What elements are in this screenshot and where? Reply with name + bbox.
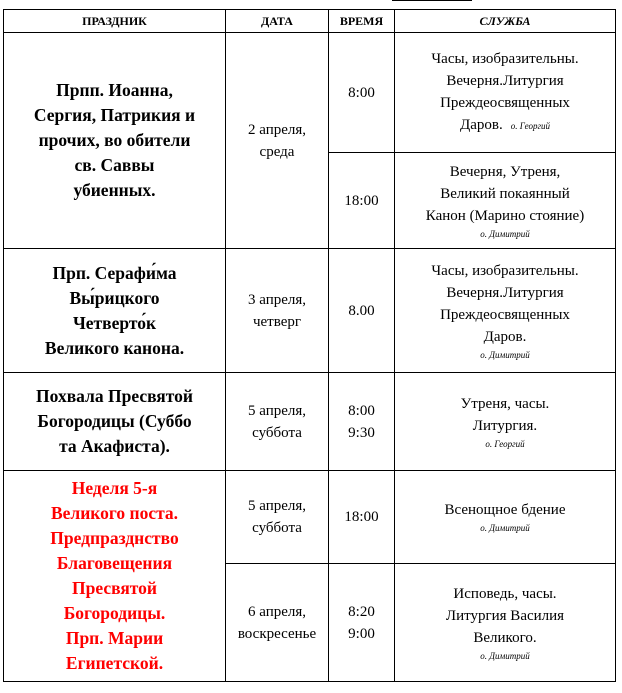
holiday-line: Предпразднство [50, 528, 179, 548]
service-cell [395, 471, 616, 564]
table-row [4, 33, 616, 153]
table-row [4, 471, 616, 564]
time-value: 18:00 [344, 192, 379, 209]
header-time: ВРЕМЯ [329, 10, 395, 33]
service-cell [395, 564, 616, 682]
holiday-line: Неделя 5-я [71, 478, 158, 498]
time-cell [329, 564, 395, 682]
holiday-cell [4, 249, 226, 373]
service-schedule-table [3, 9, 616, 682]
service-line: Часы, изобразительны. [431, 51, 579, 67]
service-line [399, 114, 611, 137]
date-line: воскресенье [237, 625, 317, 642]
service-text: Даров. [460, 117, 503, 133]
service-line: Вечерня.Литургия [446, 73, 564, 89]
holiday-cell [4, 33, 226, 249]
service-line: Исповедь, часы. [453, 585, 557, 602]
holiday-line: Великого поста. [50, 503, 179, 523]
service-line: Преждеосвященных [440, 95, 570, 111]
holiday-line: Сергия, Патрикия и [33, 105, 196, 125]
header-holiday: ПРАЗДНИК [4, 10, 226, 33]
time-cell [329, 471, 395, 564]
service-cell [395, 373, 616, 471]
holiday-line: Египетской. [65, 653, 164, 673]
holiday-cell [4, 373, 226, 471]
holiday-line: Прп. Марии [65, 628, 164, 648]
service-line: Литургия. [472, 417, 538, 434]
time-cell [329, 33, 395, 153]
time-value: 8:00 [348, 402, 375, 419]
priest-name: о. Димитрий [480, 228, 530, 239]
date-line: суббота [252, 520, 302, 536]
time-cell [329, 373, 395, 471]
holiday-cell [4, 471, 226, 682]
date-line: среда [259, 143, 295, 160]
holiday-line: Пресвятой [72, 578, 157, 598]
holiday-line: Великого канона. [44, 337, 185, 358]
time-value: 9:30 [348, 424, 375, 441]
time-cell [329, 153, 395, 249]
table-row [4, 373, 616, 471]
date-cell [226, 471, 329, 564]
service-line: Преждеосвященных [440, 306, 570, 323]
date-cell [226, 373, 329, 471]
header-service: СЛУЖБА [395, 10, 616, 33]
date-line: 2 апреля, [247, 121, 307, 138]
date-line: 5 апреля, [247, 498, 307, 514]
service-line: Великого. [473, 629, 537, 646]
priest-name: о. Георгий [485, 438, 525, 449]
holiday-line: Прпп. Иоанна, [56, 80, 173, 100]
date-cell [226, 564, 329, 682]
holiday-line: убиенных. [73, 180, 156, 200]
priest-name: о. Димитрий [480, 349, 530, 360]
service-cell [395, 153, 616, 249]
time-value: 18:00 [344, 509, 379, 525]
date-line: 3 апреля, [247, 291, 307, 308]
time-cell [329, 249, 395, 373]
header-date: ДАТА [226, 10, 329, 33]
service-line: Даров. [483, 328, 527, 345]
service-line: Часы, изобразительны. [431, 262, 579, 279]
time-value: 8:00 [348, 84, 375, 101]
date-line: суббота [252, 424, 302, 441]
table-row [4, 249, 616, 373]
service-line: Утреня, часы. [460, 395, 550, 412]
time-value: 8.00 [348, 302, 375, 319]
holiday-line: Вы́рицкого [69, 287, 160, 308]
service-line: Вечерня, Утреня, [449, 163, 561, 180]
service-line: Канон (Марино стояние) [425, 207, 585, 224]
date-line: четверг [252, 313, 302, 330]
holiday-line: Похвала Пресвятой [36, 386, 193, 406]
holiday-line: Богородицы. [63, 603, 166, 623]
service-cell [395, 249, 616, 373]
priest-name: о. Димитрий [480, 523, 530, 533]
time-value: 9:00 [348, 625, 375, 642]
service-line: Великий покаянный [440, 185, 570, 202]
holiday-line: Четверто́к [72, 312, 157, 333]
service-line: Всенощное бдение [444, 502, 566, 518]
service-line: Вечерня.Литургия [446, 284, 564, 301]
service-cell [395, 33, 616, 153]
date-line: 6 апреля, [247, 603, 307, 620]
service-line: Литургия Василия [445, 607, 565, 624]
holiday-line: Благовещения [56, 553, 173, 573]
priest-name: о. Георгий [510, 121, 550, 131]
holiday-line: та Акафиста). [59, 436, 170, 456]
holiday-line: Прп. Серафи́ма [52, 262, 177, 283]
holiday-line: прочих, во обители [38, 130, 191, 150]
header-row [4, 10, 616, 33]
page-top-rule [392, 0, 472, 1]
time-value: 8:20 [348, 603, 375, 620]
holiday-line: Богородицы (Суббо [37, 411, 192, 431]
priest-name: о. Димитрий [480, 650, 530, 661]
date-cell [226, 249, 329, 373]
date-cell [226, 33, 329, 249]
date-line: 5 апреля, [247, 402, 307, 419]
holiday-line: св. Саввы [74, 155, 155, 175]
